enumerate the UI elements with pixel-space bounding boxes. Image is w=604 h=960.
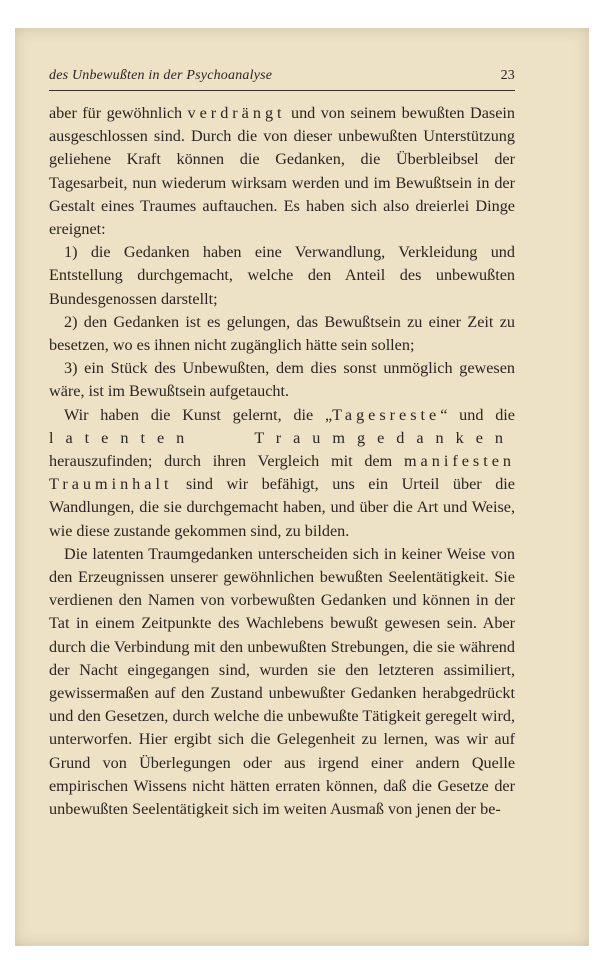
page-body xyxy=(49,102,515,821)
book-page xyxy=(15,28,589,946)
paragraph-5: Wir haben die Kunst gelernt, die „Tagesreste“ und die latenten Traumgedanken herauszufinden; durch ihren Vergleich mit dem manifesten Trauminhalt sind wir befähigt, uns ein Urteil über die Wandlungen, die sie durchgemacht haben, und über die Art und Weise, wie diese zustande gekommen sind, zu bilden. xyxy=(49,405,515,540)
paragraph-6: Die latenten Traumgedanken unterscheiden sich in keiner Weise von den Erzeugnissen unserer gewöhnlichen bewußten Seelentätigkeit. Sie verdienen den Namen von vorbewußten Gedanken und können in der Tat in einem Zeitpunkte des Wachlebens bewußt gewesen sein. Aber durch die Verbindung mit den unbewußten Strebungen, die sie während der Nacht eingegangen sind, wurden sie den letzteren assimiliert, gewissermaßen auf den Zustand unbewußter Gedanken herabgedrückt und den Gesetzen, durch welche die unbewußte Tätigkeit geregelt wird, unterworfen. Hier ergibt sich die Gelegenheit zu lernen, was wir auf Grund von Überlegungen oder aus irgend einer andern Quelle empirischen Wissens nicht hätten erraten können, daß die Gesetze der unbewußten Seelentätigkeit sich im weiten Ausmaß von jenen der be- xyxy=(49,544,515,819)
spaced-emphasis: verdrängt xyxy=(187,104,286,122)
list-item-2: 2) den Gedanken ist es gelungen, das Bewußtsein zu einer Zeit zu besetzen, wo es ihnen nicht zugänglich hätte sein sollen; xyxy=(49,312,515,355)
running-header xyxy=(49,66,515,88)
spaced-emphasis: manifesten Trauminhalt xyxy=(49,452,515,494)
spaced-emphasis: Tagesreste xyxy=(332,405,441,424)
list-item-3: 3) ein Stück des Unbewußten, dem dies sonst unmöglich gewesen wäre, ist im Bewußtsein aufgetaucht. xyxy=(49,359,515,401)
spaced-emphasis: latenten Traumgedanken xyxy=(49,428,515,447)
running-title: des Unbewußten in der Psychoanalyse xyxy=(49,68,273,83)
list-item-1: 1) die Gedanken haben eine Verwandlung, Verkleidung und Entstellung durchgemacht, welche den Anteil des unbewußten Bundesgenossen darstellt; xyxy=(49,243,515,308)
header-rule xyxy=(49,90,515,91)
paragraph-1: aber für gewöhnlich verdrängt und von seinem bewußten Dasein ausgeschlossen sind. Durch die von dieser unbewußten Unterstützung geliehene Kraft können die Gedanken, die Überbleibsel der Tagesarbeit, nun wiederum wirksam werden und im Bewußtsein in der Gestalt eines Traumes auftauchen. Es haben sich also dreierlei Dinge ereignet: xyxy=(49,104,515,239)
page-number: 23 xyxy=(500,68,515,83)
